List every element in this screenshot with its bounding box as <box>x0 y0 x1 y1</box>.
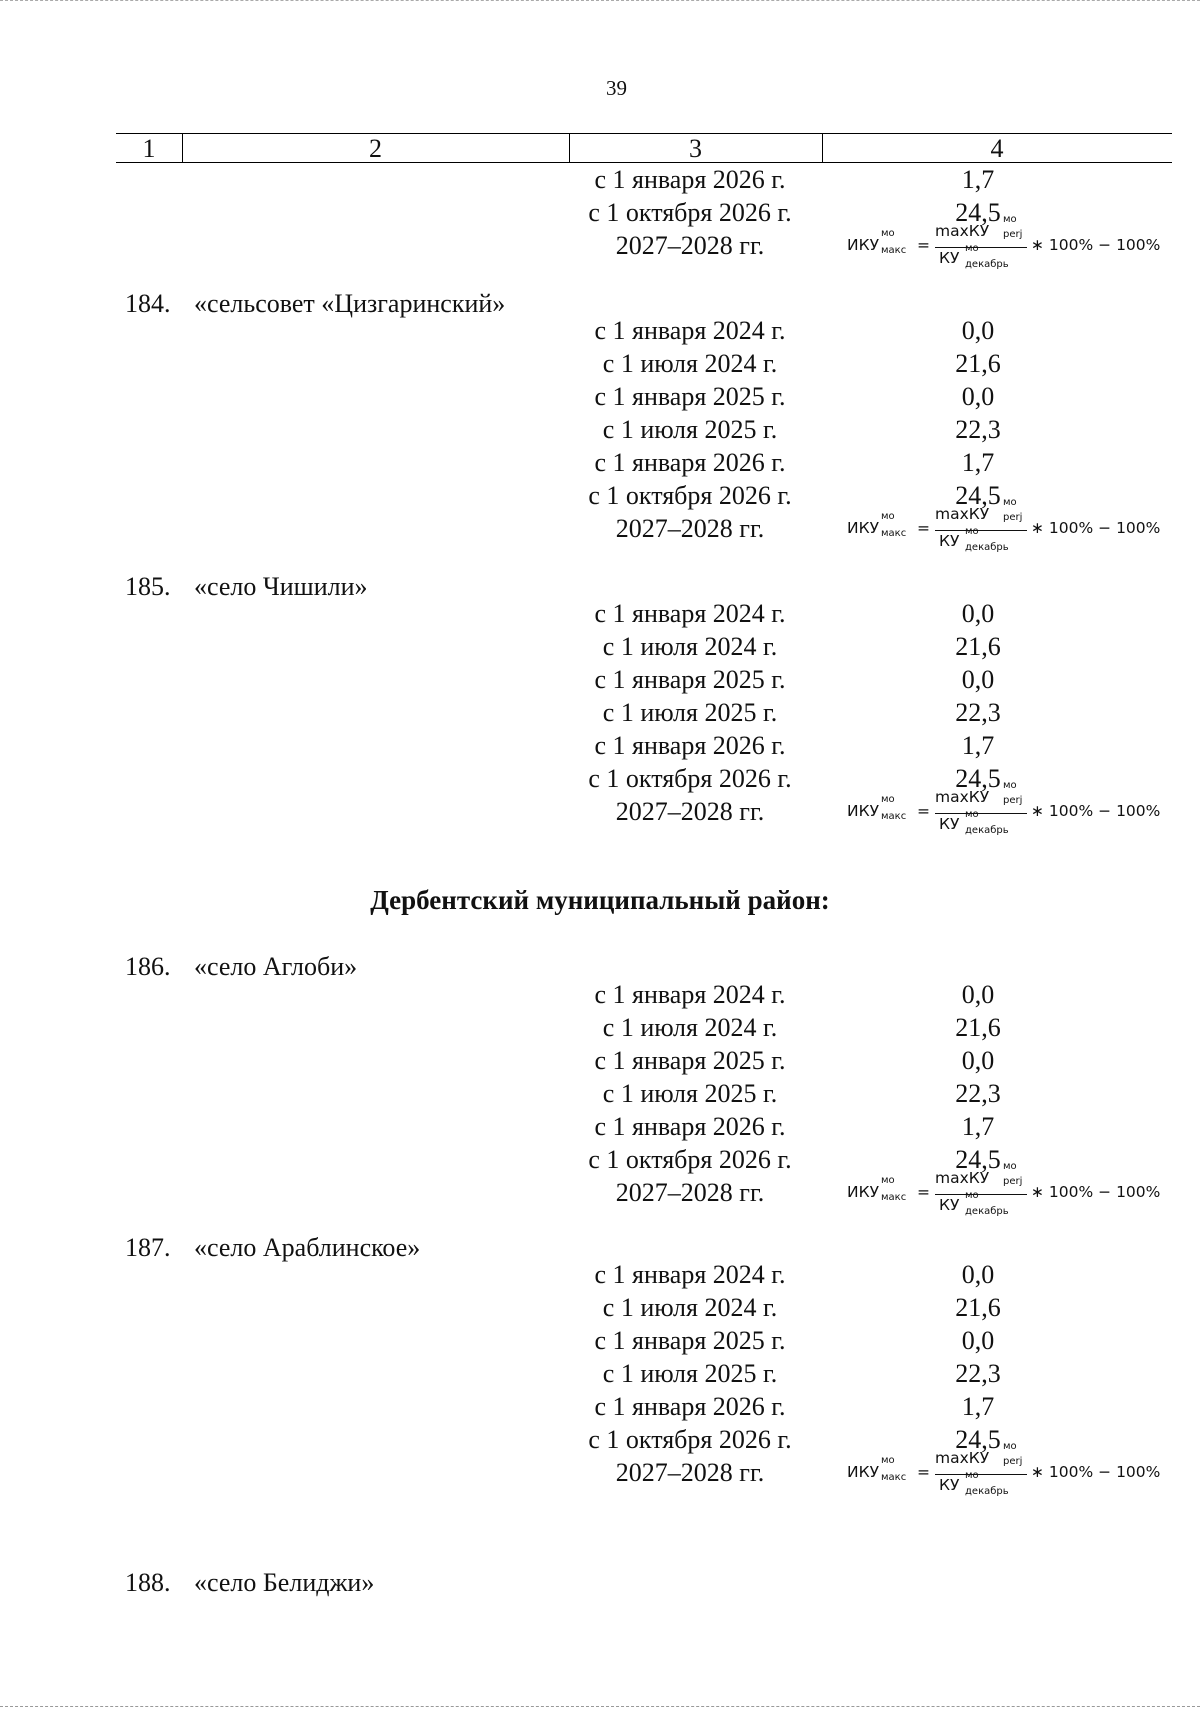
date-cell: с 1 июля 2025 г. <box>602 415 778 444</box>
date-cell: с 1 октября 2026 г. <box>588 198 792 227</box>
formula-denominator-sup: мо <box>965 1190 979 1201</box>
date-cell: с 1 июля 2024 г. <box>602 1013 778 1042</box>
value-cell: 21,6 <box>955 1013 1001 1042</box>
header-col-3: 3 <box>689 134 702 163</box>
formula-numerator-sup: мо <box>1003 497 1017 508</box>
date-cell: с 1 января 2024 г. <box>594 980 786 1009</box>
formula-tail: ∗ 100% − 100% <box>1031 519 1161 537</box>
formula-lhs-sup: мо <box>881 1175 895 1186</box>
formula-denominator-sub: декабрь <box>965 1486 1009 1497</box>
value-cell: 21,6 <box>955 349 1001 378</box>
formula-tail: ∗ 100% − 100% <box>1031 1183 1161 1201</box>
formula-lhs: ИКУ <box>847 236 880 254</box>
value-cell: 21,6 <box>955 1293 1001 1322</box>
date-cell: с 1 октября 2026 г. <box>588 764 792 793</box>
date-cell: с 1 июля 2025 г. <box>602 698 778 727</box>
formula-denominator: КУ <box>939 1196 960 1214</box>
formula-equals: = <box>917 236 930 254</box>
district-heading: Дербентский муниципальный район: <box>370 885 830 915</box>
date-cell: с 1 января 2024 г. <box>594 599 786 628</box>
formula-equals: = <box>917 1463 930 1481</box>
entry-number: 186. <box>125 952 171 981</box>
date-cell: с 1 июля 2025 г. <box>602 1079 778 1108</box>
header-top-rule <box>116 133 1172 134</box>
date-cell: с 1 января 2025 г. <box>594 1046 786 1075</box>
date-cell: с 1 июля 2024 г. <box>602 1293 778 1322</box>
date-cell: с 1 октября 2026 г. <box>588 1145 792 1174</box>
formula-numerator: maxКУ <box>935 1169 990 1187</box>
entry-name: «сельсовет «Цизгаринский» <box>194 289 506 318</box>
value-cell: 0,0 <box>961 316 995 345</box>
date-cell: с 1 июля 2025 г. <box>602 1359 778 1388</box>
header-col-2: 2 <box>369 134 382 163</box>
entry-name: «село Араблинское» <box>194 1233 421 1262</box>
entry-name: «село Чишили» <box>194 572 368 601</box>
date-cell: с 1 октября 2026 г. <box>588 1425 792 1454</box>
formula <box>847 780 1167 840</box>
formula-tail: ∗ 100% − 100% <box>1031 802 1161 820</box>
formula-denominator-sup: мо <box>965 526 979 537</box>
date-cell: 2027–2028 гг. <box>615 1178 765 1207</box>
value-cell: 1,7 <box>961 1112 995 1141</box>
entry-number: 184. <box>125 289 171 318</box>
page-number: 39 <box>606 76 627 100</box>
value-cell: 24,5 <box>955 1425 1001 1454</box>
formula <box>847 1161 1167 1221</box>
value-cell: 22,3 <box>955 698 1001 727</box>
entry-name: «село Аглоби» <box>194 952 358 981</box>
formula-lhs-sup: мо <box>881 228 895 239</box>
formula-lhs: ИКУ <box>847 802 880 820</box>
formula-numerator-sub: perj <box>1003 512 1023 523</box>
value-cell: 0,0 <box>961 599 995 628</box>
formula-numerator-sup: мо <box>1003 1161 1017 1172</box>
formula-denominator-sub: декабрь <box>965 542 1009 553</box>
header-col-4: 4 <box>990 134 1004 163</box>
formula-lhs: ИКУ <box>847 1463 880 1481</box>
value-cell: 1,7 <box>961 731 995 760</box>
formula-numerator-sup: мо <box>1003 1441 1017 1452</box>
date-cell: 2027–2028 гг. <box>615 514 765 543</box>
value-cell: 24,5 <box>955 764 1001 793</box>
date-cell: 2027–2028 гг. <box>615 797 765 826</box>
formula-numerator-sup: мо <box>1003 780 1017 791</box>
date-cell: с 1 января 2025 г. <box>594 1326 786 1355</box>
formula-denominator-sup: мо <box>965 1470 979 1481</box>
formula-tail: ∗ 100% − 100% <box>1031 236 1161 254</box>
header-col-1: 1 <box>142 134 156 163</box>
entry-name: «село Белиджи» <box>194 1568 375 1597</box>
date-cell: 2027–2028 гг. <box>615 231 765 260</box>
formula-numerator-sup: мо <box>1003 214 1017 225</box>
date-cell: с 1 января 2025 г. <box>594 665 786 694</box>
scan-top-edge <box>0 0 1200 2</box>
formula-numerator: maxКУ <box>935 788 990 806</box>
entry-number: 185. <box>125 572 171 601</box>
value-cell: 0,0 <box>961 980 995 1009</box>
table-header-row <box>116 129 1172 163</box>
formula-lhs-sub: макс <box>881 811 907 822</box>
value-cell: 0,0 <box>961 665 995 694</box>
formula-denominator: КУ <box>939 532 960 550</box>
formula-lhs-sub: макс <box>881 528 907 539</box>
value-cell: 0,0 <box>961 1046 995 1075</box>
formula-numerator-sub: perj <box>1003 795 1023 806</box>
formula-numerator-sub: perj <box>1003 229 1023 240</box>
fraction-bar <box>935 1194 1027 1195</box>
date-cell: с 1 июля 2024 г. <box>602 349 778 378</box>
fraction-bar <box>935 813 1027 814</box>
formula-lhs: ИКУ <box>847 1183 880 1201</box>
formula-denominator-sup: мо <box>965 809 979 820</box>
date-cell: с 1 января 2026 г. <box>594 1112 786 1141</box>
formula-denominator-sub: декабрь <box>965 825 1009 836</box>
value-cell: 1,7 <box>961 165 995 194</box>
value-cell: 0,0 <box>961 1260 995 1289</box>
fraction-bar <box>935 530 1027 531</box>
value-cell: 22,3 <box>955 1079 1001 1108</box>
formula-numerator-sub: perj <box>1003 1456 1023 1467</box>
formula-equals: = <box>917 1183 930 1201</box>
formula-numerator-sub: perj <box>1003 1176 1023 1187</box>
date-cell: с 1 октября 2026 г. <box>588 481 792 510</box>
date-cell: с 1 июля 2024 г. <box>602 632 778 661</box>
date-cell: с 1 января 2026 г. <box>594 1392 786 1421</box>
date-cell: с 1 января 2026 г. <box>594 731 786 760</box>
formula-lhs-sup: мо <box>881 511 895 522</box>
value-cell: 24,5 <box>955 1145 1001 1174</box>
date-cell: с 1 января 2024 г. <box>594 1260 786 1289</box>
formula-denominator: КУ <box>939 249 960 267</box>
value-cell: 0,0 <box>961 1326 995 1355</box>
formula-denominator-sup: мо <box>965 243 979 254</box>
formula-lhs: ИКУ <box>847 519 880 537</box>
formula-numerator: maxКУ <box>935 222 990 240</box>
formula-denominator-sub: декабрь <box>965 1206 1009 1217</box>
date-cell: с 1 января 2026 г. <box>594 165 786 194</box>
formula <box>847 214 1167 274</box>
value-cell: 24,5 <box>955 481 1001 510</box>
formula-equals: = <box>917 519 930 537</box>
formula-numerator: maxКУ <box>935 505 990 523</box>
header-bottom-rule <box>116 162 1172 163</box>
formula-lhs-sup: мо <box>881 1455 895 1466</box>
formula-denominator-sub: декабрь <box>965 259 1009 270</box>
formula-lhs-sub: макс <box>881 245 907 256</box>
formula-numerator: maxКУ <box>935 1449 990 1467</box>
formula <box>847 1441 1167 1501</box>
formula-lhs-sup: мо <box>881 794 895 805</box>
value-cell: 1,7 <box>961 1392 995 1421</box>
value-cell: 21,6 <box>955 632 1001 661</box>
value-cell: 24,5 <box>955 198 1001 227</box>
fraction-bar <box>935 1474 1027 1475</box>
formula-lhs-sub: макс <box>881 1192 907 1203</box>
formula <box>847 497 1167 557</box>
date-cell: с 1 января 2024 г. <box>594 316 786 345</box>
date-cell: с 1 января 2026 г. <box>594 448 786 477</box>
formula-equals: = <box>917 802 930 820</box>
formula-denominator: КУ <box>939 1476 960 1494</box>
scan-bottom-edge <box>0 1706 1200 1708</box>
entry-number: 188. <box>125 1568 171 1597</box>
value-cell: 0,0 <box>961 382 995 411</box>
entry-number: 187. <box>125 1233 171 1262</box>
value-cell: 22,3 <box>955 415 1001 444</box>
value-cell: 22,3 <box>955 1359 1001 1388</box>
formula-lhs-sub: макс <box>881 1472 907 1483</box>
fraction-bar <box>935 247 1027 248</box>
date-cell: 2027–2028 гг. <box>615 1458 765 1487</box>
value-cell: 1,7 <box>961 448 995 477</box>
formula-denominator: КУ <box>939 815 960 833</box>
date-cell: с 1 января 2025 г. <box>594 382 786 411</box>
formula-tail: ∗ 100% − 100% <box>1031 1463 1161 1481</box>
